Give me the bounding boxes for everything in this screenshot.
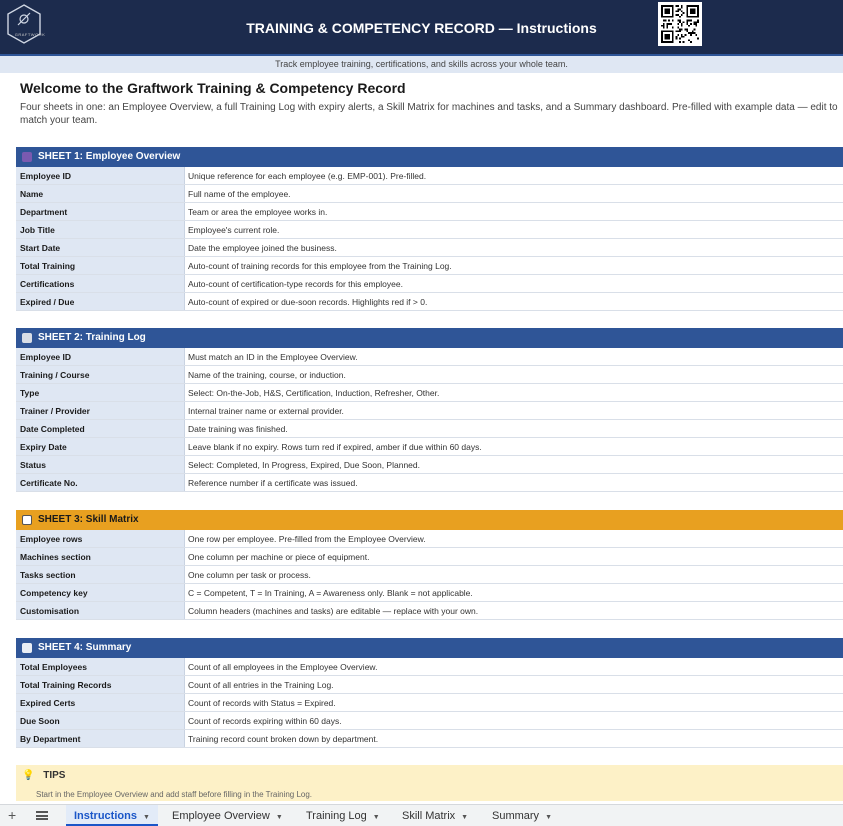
sheet-header [16, 328, 843, 348]
field-description-cell[interactable]: Full name of the employee. [185, 185, 843, 202]
sheet-title: SHEET 4: Summary [38, 642, 132, 653]
table-row [16, 293, 843, 311]
field-description-cell[interactable]: Name of the training, course, or induction. [185, 366, 843, 383]
sheet-header [16, 147, 843, 167]
tips-title: TIPS [43, 770, 66, 781]
table-row [16, 530, 843, 548]
field-name-cell[interactable]: Job Title [16, 221, 185, 238]
table-row [16, 548, 843, 566]
table-row [16, 366, 843, 384]
tab-label: Training Log [306, 810, 367, 822]
field-description-cell[interactable]: One column per task or process. [185, 566, 843, 583]
table-row [16, 730, 843, 748]
field-description-cell[interactable]: Count of records with Status = Expired. [185, 694, 843, 711]
field-description-cell[interactable]: Count of all entries in the Training Log. [185, 676, 843, 693]
header-banner [0, 0, 843, 56]
field-name-cell[interactable]: Customisation [16, 602, 185, 619]
table-row [16, 584, 843, 602]
tab-instructions[interactable] [66, 805, 158, 826]
table-row [16, 456, 843, 474]
table-row [16, 384, 843, 402]
table-row [16, 438, 843, 456]
lightbulb-icon: 💡 [22, 770, 35, 781]
field-name-cell[interactable]: Total Training [16, 257, 185, 274]
all-sheets-menu-icon[interactable] [36, 811, 48, 820]
field-description-cell[interactable]: Leave blank if no expiry. Rows turn red if expired, amber if due within 60 days. [185, 438, 843, 455]
field-description-cell[interactable]: Employee's current role. [185, 221, 843, 238]
person-icon [22, 152, 32, 162]
field-description-cell[interactable]: Internal trainer name or external provider. [185, 402, 843, 419]
grid-icon [22, 515, 32, 525]
field-description-cell[interactable]: Column headers (machines and tasks) are editable — replace with your own. [185, 602, 843, 619]
field-name-cell[interactable]: Trainer / Provider [16, 402, 185, 419]
tab-employee-overview[interactable] [164, 805, 291, 826]
intro-text: Four sheets in one: an Employee Overview, a full Training Log with expiry alerts, a Skill Matrix for machines and tasks, and a Summary dashboard. Pre-filled with example data — edit to match your team. [20, 102, 838, 126]
sheet-section-employee-overview [16, 147, 843, 311]
field-name-cell[interactable]: Certificate No. [16, 474, 185, 491]
tab-label: Skill Matrix [402, 810, 456, 822]
table-row [16, 602, 843, 620]
field-name-cell[interactable]: Start Date [16, 239, 185, 256]
table-row [16, 474, 843, 492]
tab-label: Summary [492, 810, 540, 822]
tab-skill-matrix[interactable] [394, 805, 476, 826]
field-description-cell[interactable]: Unique reference for each employee (e.g. EMP-001). Pre-filled. [185, 167, 843, 184]
qr-code-icon [658, 2, 702, 46]
table-row [16, 203, 843, 221]
field-name-cell[interactable]: Type [16, 384, 185, 401]
chevron-down-icon[interactable]: ▼ [142, 814, 150, 821]
field-description-cell[interactable]: Count of records expiring within 60 days. [185, 712, 843, 729]
sheet-title: SHEET 2: Training Log [38, 332, 146, 343]
tips-text: Start in the Employee Overview and add staff before filling in the Training Log. [36, 790, 313, 799]
table-row [16, 694, 843, 712]
sheet-section-skill-matrix [16, 510, 843, 620]
field-name-cell[interactable]: Date Completed [16, 420, 185, 437]
field-name-cell[interactable]: Machines section [16, 548, 185, 565]
table-row [16, 167, 843, 185]
tab-training-log[interactable] [298, 805, 388, 826]
field-description-cell[interactable]: Count of all employees in the Employee Overview. [185, 658, 843, 675]
sheet-title: SHEET 1: Employee Overview [38, 151, 181, 162]
field-name-cell[interactable]: By Department [16, 730, 185, 747]
field-name-cell[interactable]: Certifications [16, 275, 185, 292]
sheet-tab-bar [0, 804, 843, 826]
page-subtitle: Track employee training, certifications, and skills across your whole team. [0, 56, 843, 73]
chevron-down-icon[interactable]: ▼ [461, 814, 469, 821]
field-name-cell[interactable]: Competency key [16, 584, 185, 601]
tips-box [16, 765, 843, 801]
add-sheet-button[interactable]: + [8, 807, 17, 823]
table-row [16, 712, 843, 730]
table-row [16, 221, 843, 239]
field-description-cell[interactable]: Auto-count of expired or due-soon records. Highlights red if > 0. [185, 293, 843, 310]
field-description-cell[interactable]: Training record count broken down by department. [185, 730, 843, 747]
sheet-section-summary [16, 638, 843, 748]
chevron-down-icon[interactable]: ▼ [372, 814, 380, 821]
field-description-cell[interactable]: Must match an ID in the Employee Overview. [185, 348, 843, 365]
table-row [16, 402, 843, 420]
field-name-cell[interactable]: Due Soon [16, 712, 185, 729]
sheet-title: SHEET 3: Skill Matrix [38, 514, 139, 525]
bar-chart-icon [22, 643, 32, 653]
chevron-down-icon[interactable]: ▼ [275, 814, 283, 821]
tab-label: Employee Overview [172, 810, 270, 822]
field-description-cell[interactable]: Date training was finished. [185, 420, 843, 437]
table-row [16, 348, 843, 366]
chevron-down-icon[interactable]: ▼ [545, 814, 552, 821]
table-row [16, 676, 843, 694]
table-row [16, 420, 843, 438]
field-name-cell[interactable]: Tasks section [16, 566, 185, 583]
field-description-cell[interactable]: Auto-count of training records for this employee from the Training Log. [185, 257, 843, 274]
field-description-cell[interactable]: Auto-count of certification-type records for this employee. [185, 275, 843, 292]
field-name-cell[interactable]: Expired Certs [16, 694, 185, 711]
table-row [16, 275, 843, 293]
field-name-cell[interactable]: Expired / Due [16, 293, 185, 310]
field-name-cell[interactable]: Status [16, 456, 185, 473]
field-name-cell[interactable]: Employee ID [16, 348, 185, 365]
tips-heading [22, 770, 65, 781]
field-description-cell[interactable]: One row per employee. Pre-filled from the Employee Overview. [185, 530, 843, 547]
field-name-cell[interactable]: Expiry Date [16, 438, 185, 455]
table-row [16, 185, 843, 203]
table-row [16, 566, 843, 584]
table-row [16, 257, 843, 275]
field-name-cell[interactable]: Department [16, 203, 185, 220]
field-description-cell[interactable]: Team or area the employee works in. [185, 203, 843, 220]
page-title: TRAINING & COMPETENCY RECORD — Instructions [246, 20, 597, 36]
sheet-section-training-log [16, 328, 843, 492]
field-description-cell[interactable]: One column per machine or piece of equipment. [185, 548, 843, 565]
clipboard-icon [22, 333, 32, 343]
field-name-cell[interactable]: Total Training Records [16, 676, 185, 693]
field-name-cell[interactable]: Total Employees [16, 658, 185, 675]
field-description-cell[interactable]: Select: Completed, In Progress, Expired, Due Soon, Planned. [185, 456, 843, 473]
table-row [16, 239, 843, 257]
table-row [16, 658, 843, 676]
tab-label: Instructions [74, 810, 137, 822]
field-description-cell[interactable]: C = Competent, T = In Training, A = Awareness only. Blank = not applicable. [185, 584, 843, 601]
field-description-cell[interactable]: Select: On-the-Job, H&S, Certification, Induction, Refresher, Other. [185, 384, 843, 401]
sheet-header [16, 510, 843, 530]
field-description-cell[interactable]: Reference number if a certificate was issued. [185, 474, 843, 491]
sheet-header [16, 638, 843, 658]
field-name-cell[interactable]: Employee rows [16, 530, 185, 547]
field-name-cell[interactable]: Employee ID [16, 167, 185, 184]
tab-summary[interactable] [484, 805, 560, 826]
logo-wordmark: GRAFTWORK [14, 32, 46, 37]
welcome-heading: Welcome to the Graftwork Training & Competency Record [20, 80, 406, 96]
field-description-cell[interactable]: Date the employee joined the business. [185, 239, 843, 256]
field-name-cell[interactable]: Name [16, 185, 185, 202]
field-name-cell[interactable]: Training / Course [16, 366, 185, 383]
